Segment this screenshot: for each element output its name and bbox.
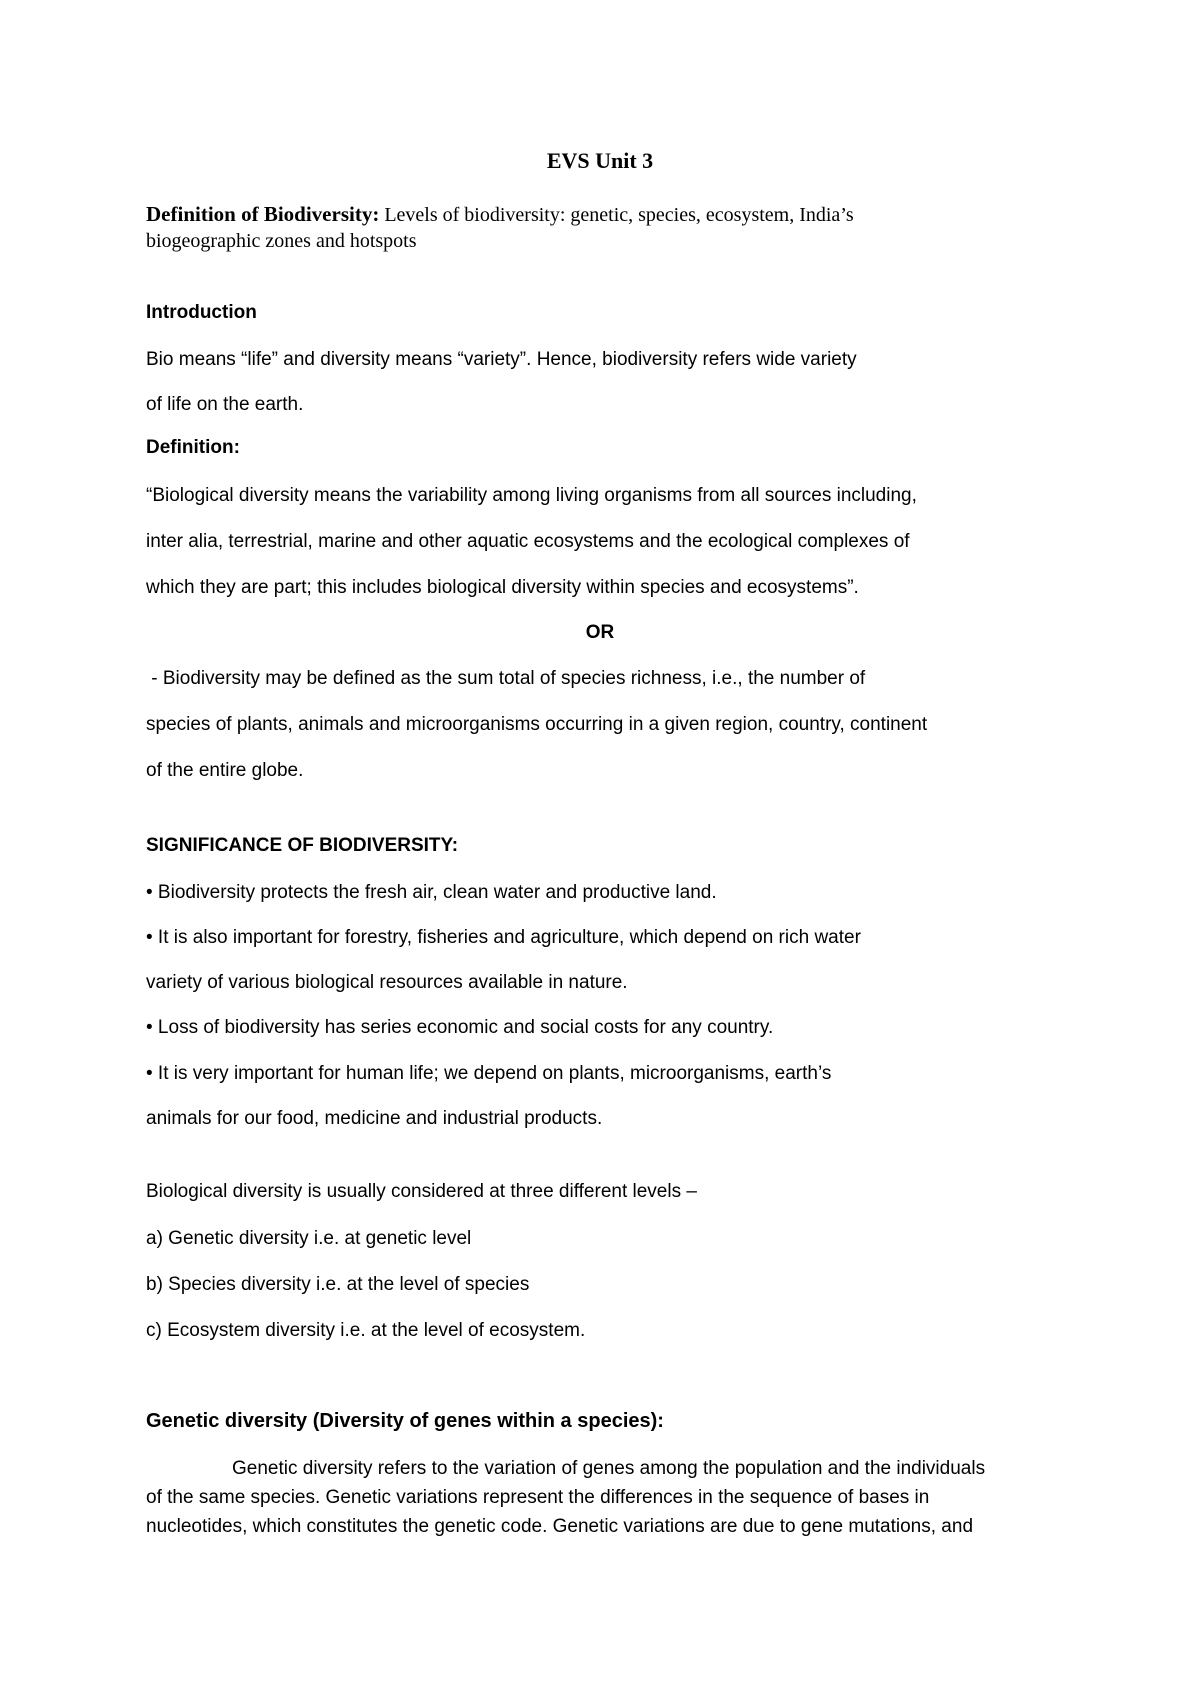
significance-line: • It is also important for forestry, fisheries and agriculture, which depend on rich water [146,927,861,948]
definition-heading-line-2: biogeographic zones and hotspots [146,230,417,252]
genetic-diversity-heading: Genetic diversity (Diversity of genes within a species): [146,1410,664,1432]
levels-intro: Biological diversity is usually considered at three different levels – [146,1181,697,1202]
significance-line: animals for our food, medicine and industrial products. [146,1108,603,1129]
genetic-diversity-line: of the same species. Genetic variations represent the differences in the sequence of bases in [146,1487,930,1508]
levels-item: a) Genetic diversity i.e. at genetic level [146,1228,472,1249]
document-title: EVS Unit 3 [546,148,654,173]
definition-line: “Biological diversity means the variability among living organisms from all sources including, [146,485,917,506]
introduction-line: Bio means “life” and diversity means “variety”. Hence, biodiversity refers wide variety [146,349,857,370]
or-separator: OR [585,622,615,643]
genetic-diversity-line: Genetic diversity refers to the variation of genes among the population and the individuals [232,1458,986,1479]
definition-heading: Definition: [146,437,240,458]
definition-heading-rest: Levels of biodiversity: genetic, species, ecosystem, India’s [379,204,854,226]
significance-line: • Loss of biodiversity has series economic and social costs for any country. [146,1017,774,1038]
alt-definition-line: of the entire globe. [146,760,304,781]
introduction-line: of life on the earth. [146,394,304,415]
significance-heading: SIGNIFICANCE OF BIODIVERSITY: [146,835,459,856]
alt-definition-line: - Biodiversity may be defined as the sum total of species richness, i.e., the number of [146,668,866,689]
definition-heading-bold: Definition of Biodiversity: [146,202,380,226]
significance-line: • It is very important for human life; we depend on plants, microorganisms, earth’s [146,1063,832,1084]
significance-line: • Biodiversity protects the fresh air, clean water and productive land. [146,882,717,903]
significance-line: variety of various biological resources available in nature. [146,972,628,993]
definition-line: which they are part; this includes biological diversity within species and ecosystems”. [146,577,859,598]
definition-heading-line-1 [146,203,854,227]
levels-item: c) Ecosystem diversity i.e. at the level of ecosystem. [146,1320,586,1341]
genetic-diversity-line: nucleotides, which constitutes the genetic code. Genetic variations are due to gene mutations, and [146,1516,974,1537]
alt-definition-line: species of plants, animals and microorganisms occurring in a given region, country, continent [146,714,928,735]
definition-line: inter alia, terrestrial, marine and other aquatic ecosystems and the ecological complexes of [146,531,910,552]
introduction-heading: Introduction [146,302,257,323]
levels-item: b) Species diversity i.e. at the level of species [146,1274,530,1295]
